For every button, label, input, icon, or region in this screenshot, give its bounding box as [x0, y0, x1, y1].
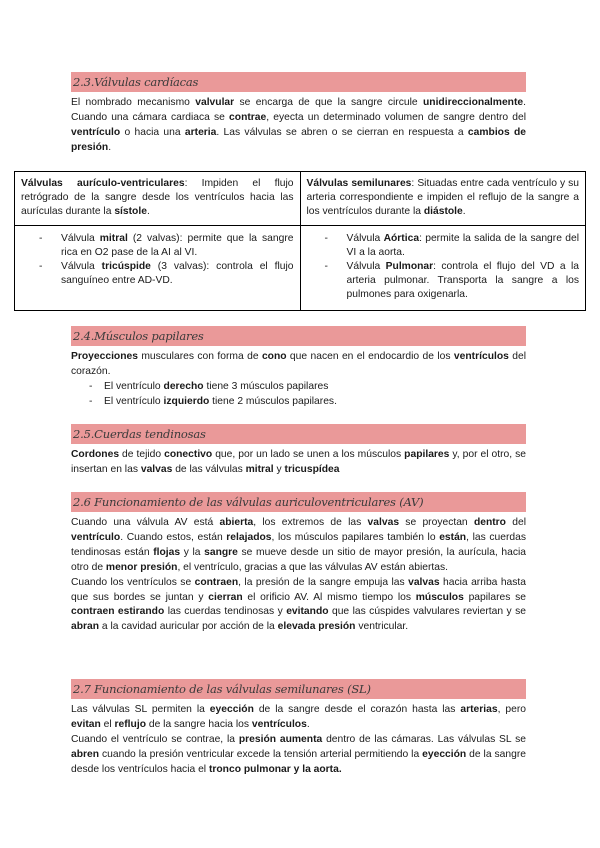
- paragraph-av-open: Cuando una válvula AV está abierta, los extremos de las valvas se proyectan dentro del ventrículo. Cuando estos, están relajados, los músculos papilares también lo están, las cuerdas tendinosas están flojas y la sangre se mueve desde un sitio de mayor presión, la aurícula, hacia otro de menor presión, el ventrículo, gracias a que las válvulas AV están abiertas.: [71, 517, 527, 573]
- section-heading-valvulas: 2.3.Válvulas cardíacas: [71, 72, 526, 92]
- list-item: - El ventrículo derecho tiene 3 músculos papilares: [71, 380, 526, 395]
- table-cell-av-list: [15, 225, 301, 311]
- list-item: - Válvula mitral (2 valvas): permite que la sangre rica en O2 pase de la AI al VI.: [21, 232, 294, 260]
- paragraph-sl-eyeccion: Las válvulas SL permiten la eyección de la sangre desde el corazón hasta las arterias, pero evitan el reflujo de la sangre hacia los ventrículos.: [71, 704, 526, 730]
- section-heading-cuerdas-tendinosas: 2.5.Cuerdas tendinosas: [71, 424, 526, 444]
- paragraph-cuerdas-tendinosas: Cordones de tejido conectivo que, por un lado se unen a los músculos papilares y, por el otro, se insertan en las valvas de las válvulas mitral y tricuspídea: [71, 449, 526, 475]
- paragraph-valvulas: El nombrado mecanismo valvular se encarga de que la sangre circule unidireccionalmente. Cuando una cámara cardiaca se contrae, eyecta un determinado volumen de sangre dentro del ventrículo o hacia una arteria. Las válvulas se abren o se cierran en respuesta a cambios de presión.: [71, 97, 527, 153]
- paragraph-valvulas-sl: [71, 703, 526, 778]
- list-item: - El ventrículo izquierdo tiene 2 músculos papilares.: [71, 395, 526, 410]
- table-cell-sl-header: Válvulas semilunares: Situadas entre cada ventrículo y su arteria correspondiente e impiden el reflujo de la sangre a los ventrículos durante la diástole.: [300, 172, 586, 226]
- section-heading-valvulas-av: 2.6 Funcionamiento de las válvulas auriculoventriculares (AV): [71, 492, 526, 512]
- table-cell-av-header: Válvulas aurículo-ventriculares: Impiden el flujo retrógrado de la sangre desde los ventrículos hacia las aurículas durante la sístole.: [15, 172, 301, 226]
- list-item: - Válvula tricúspide (3 valvas): controla el flujo sanguíneo entre AD-VD.: [21, 260, 294, 288]
- list-item: - Válvula Pulmonar: controla el flujo del VD a la arteria pulmonar. Transporta la sangre a los pulmones para oxigenarla.: [307, 260, 580, 303]
- valves-table: [14, 171, 586, 311]
- section-heading-musculos-papilares: 2.4.Músculos papilares: [71, 326, 526, 346]
- paragraph-musculos-papilares: Proyecciones musculares con forma de cono que nacen en el endocardio de los ventrículos del corazón. - El ventrículo derecho tiene 3 músculos papilares - El ventrículo izquierdo tiene 2 músculos papilares.: [71, 350, 526, 410]
- section-heading-valvulas-sl: 2.7 Funcionamiento de las válvulas semilunares (SL): [71, 679, 526, 699]
- list-item: - Válvula Aórtica: permite la salida de la sangre del VI a la aorta.: [307, 232, 580, 260]
- paragraph-valvulas-av: [71, 516, 526, 635]
- table-cell-sl-list: [300, 225, 586, 311]
- paragraph-av-close: Cuando los ventrículos se contraen, la presión de la sangre empuja las valvas hacia arriba hasta que sus bordes se juntan y cierran el orificio AV. Al mismo tiempo los músculos papilares se contraen estirando las cuerdas tendinosas y evitando que las cúspides valvulares reviertan y se abran a la cavidad auricular por acción de la elevada presión ventricular.: [71, 576, 527, 633]
- paragraph-sl-presion: Cuando el ventrículo se contrae, la presión aumenta dentro de las cámaras. Las válvulas SL se abren cuando la presión ventricular excede la tensión arterial permitiendo la eyección de la sangre desde los ventrículos hacia el tronco pulmonar y la aorta.: [71, 733, 526, 775]
